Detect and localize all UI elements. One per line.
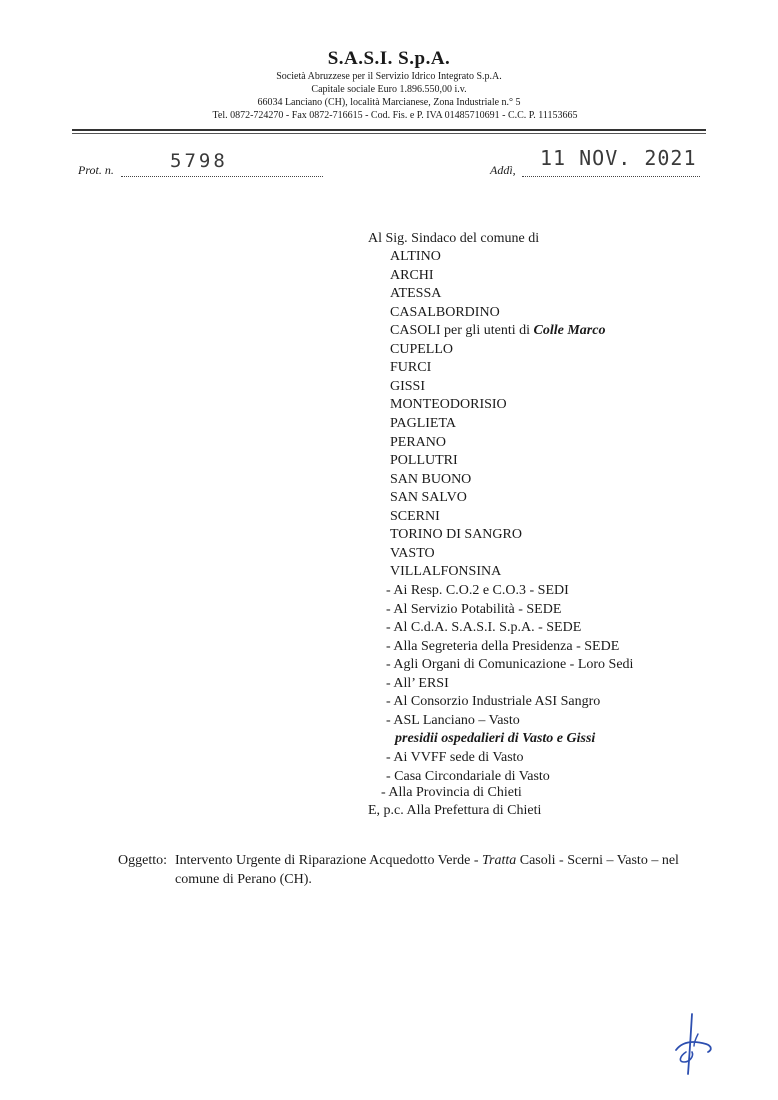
recipient-item: - Ai VVFF sede di Vasto	[386, 750, 524, 765]
subject-text-part2: Casoli - Scerni – Vasto – nel comune di Perano (CH).	[175, 853, 679, 887]
header-divider-thin	[72, 133, 706, 134]
subject-block	[118, 851, 718, 889]
date-dots	[522, 175, 700, 177]
company-description: Società Abruzzese per il Servizio Idrico Integrato S.p.A.	[276, 71, 502, 82]
subject-text-part1: Intervento Urgente di Riparazione Acquedotto Verde -	[175, 853, 479, 868]
subject-text	[175, 851, 718, 889]
header-divider	[72, 129, 706, 131]
recipient-item: - Al C.d.A. S.A.S.I. S.p.A. - SEDE	[386, 620, 582, 635]
recipient-item: - Alla Segreteria della Presidenza - SEDE	[386, 639, 620, 654]
recipient-item: - Al Consorzio Industriale ASI Sangro	[386, 694, 601, 709]
municipality-item: ARCHI	[390, 268, 434, 283]
recipient-item: - Ai Resp. C.O.2 e C.O.3 - SEDI	[386, 583, 569, 598]
company-contacts: Tel. 0872-724270 - Fax 0872-716615 - Cod. Fis. e P. IVA 01485710691 - C.C. P. 11153665	[212, 110, 578, 121]
municipality-item: CUPELLO	[390, 342, 453, 357]
municipality-item: CASALBORDINO	[390, 305, 500, 320]
recipient-item: - ASL Lanciano – Vasto	[386, 713, 520, 728]
municipality-item: TORINO DI SANGRO	[390, 527, 522, 542]
municipality-item: ATESSA	[390, 286, 442, 301]
municipality-item: SAN SALVO	[390, 490, 467, 505]
date-stamp: 11 NOV. 2021	[540, 146, 697, 170]
protocol-label: Prot. n.	[78, 163, 114, 177]
municipality-item: MONTEODORISIO	[390, 397, 507, 412]
subject-text-italic: Tratta	[482, 853, 517, 868]
municipality-item: POLLUTRI	[390, 453, 458, 468]
municipality-item: PERANO	[390, 435, 447, 450]
asl-note: presidii ospedalieri di Vasto e Gissi	[395, 731, 596, 746]
company-name: S.A.S.I. S.p.A.	[327, 48, 451, 69]
recipient-item: - Al Servizio Potabilità - SEDE	[386, 602, 562, 617]
company-address: 66034 Lanciano (CH), località Marcianese, Zona Industriale n.° 5	[257, 97, 521, 108]
initials-mark-icon	[668, 1012, 718, 1078]
subject-label: Oggetto:	[118, 853, 167, 868]
share-capital: Capitale sociale Euro 1.896.550,00 i.v.	[311, 84, 467, 95]
recipient-item: - All’ ERSI	[386, 676, 449, 691]
municipality-item: SAN BUONO	[390, 472, 472, 487]
recipient-item: - Casa Circondariale di Vasto	[386, 769, 550, 784]
protocol-dots	[121, 175, 323, 177]
municipality-item: GISSI	[390, 379, 426, 394]
municipality-item: CASOLI per gli utenti di Colle Marco	[390, 323, 606, 338]
municipality-item: FURCI	[390, 360, 432, 375]
recipient-cc: E, p.c. Alla Prefettura di Chieti	[368, 803, 542, 818]
recipients-intro: Al Sig. Sindaco del comune di	[368, 231, 540, 246]
municipality-item: ALTINO	[390, 249, 441, 264]
recipient-province: - Alla Provincia di Chieti	[381, 785, 522, 800]
municipality-item: PAGLIETA	[390, 416, 457, 431]
date-label: Addì,	[490, 163, 516, 177]
protocol-number: 5798	[170, 150, 228, 172]
recipient-item: - Agli Organi di Comunicazione - Loro Sedi	[386, 657, 634, 672]
casoli-locality: Colle Marco	[533, 323, 606, 338]
municipality-item: VASTO	[390, 546, 435, 561]
municipality-item: SCERNI	[390, 509, 440, 524]
municipality-item: VILLALFONSINA	[390, 564, 502, 579]
